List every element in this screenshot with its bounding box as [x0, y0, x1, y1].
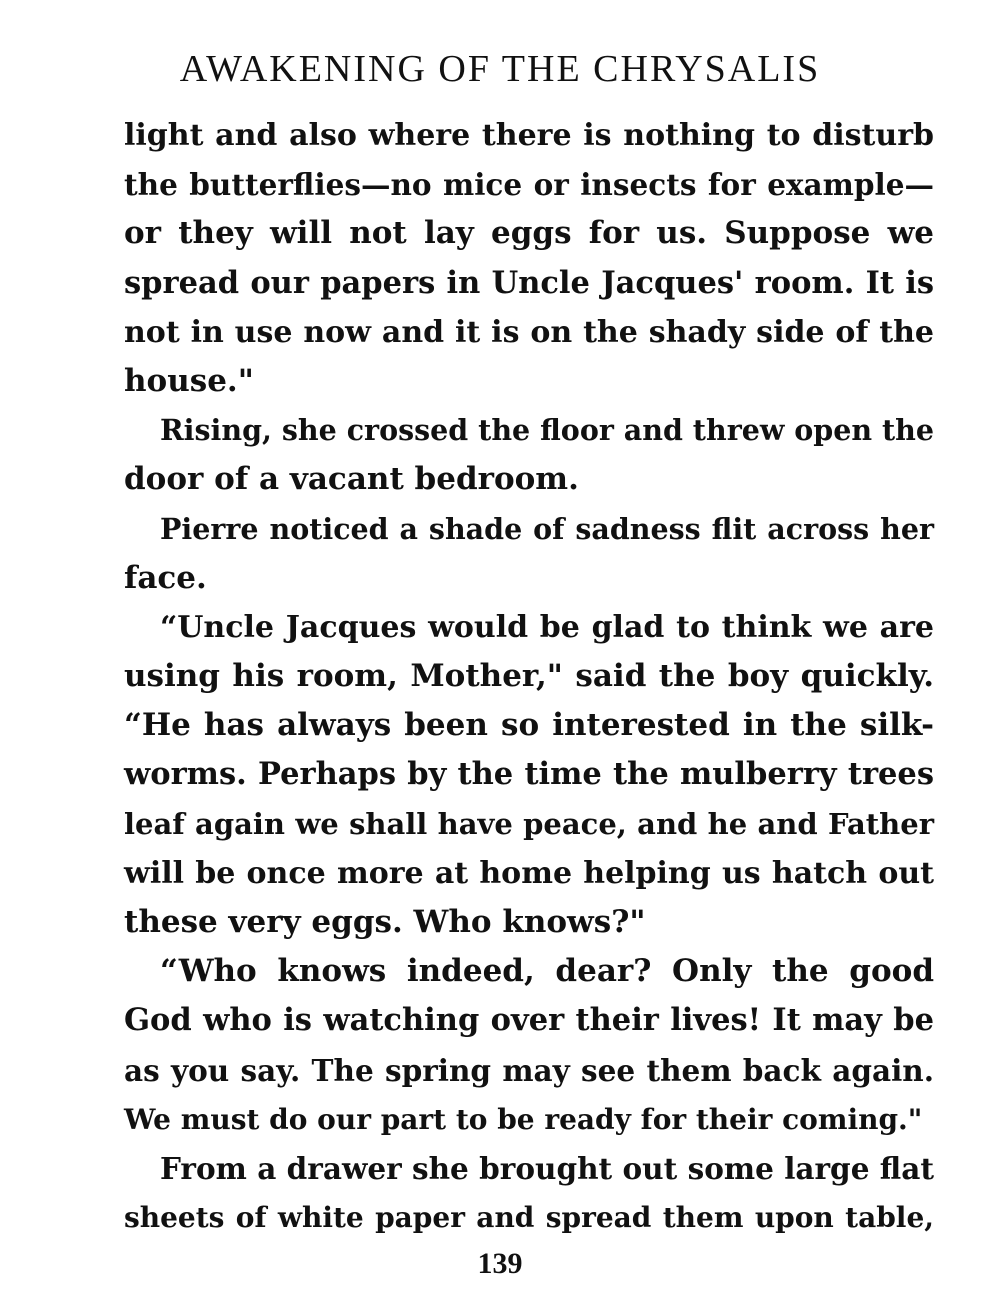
text-line: not in use now and it is on the shady side of the [124, 314, 934, 350]
text-line: will be once more at home helping us hatch out [124, 855, 934, 891]
body-text [124, 111, 934, 1242]
text-line: “Who knows indeed, dear? Only the good [160, 953, 934, 990]
text-line: “He has always been so interested in the silk- [124, 707, 934, 744]
text-line: Rising, she crossed the floor and threw open the [160, 413, 935, 448]
text-line: spread our papers in Uncle Jacques' room. It is [124, 264, 934, 301]
text-line: using his room, Mother," said the boy quickly. [124, 658, 934, 695]
text-line: God who is watching over their lives! It may be [124, 1002, 934, 1039]
text-line: leaf again we shall have peace, and he and Father [124, 806, 934, 841]
running-head: AWAKENING OF THE CHRYSALIS [179, 48, 821, 90]
text-line: door of a vacant bedroom. [124, 461, 579, 498]
text-line: Pierre noticed a shade of sadness flit across her [160, 511, 934, 546]
text-line: We must do our part to be ready for their coming." [124, 1102, 923, 1136]
text-line: face. [124, 559, 207, 596]
text-line: “Uncle Jacques would be glad to think we are [160, 609, 934, 645]
text-line: these very eggs. Who knows?" [124, 904, 646, 940]
text-line: house." [124, 362, 254, 399]
page-number: 139 [477, 1247, 523, 1280]
text-line: or they will not lay eggs for us. Suppose we [124, 215, 934, 252]
text-line: the butterflies—no mice or insects for example— [124, 167, 934, 203]
text-line: as you say. The spring may see them back again. [124, 1052, 934, 1088]
text-line: worms. Perhaps by the time the mulberry trees [124, 756, 934, 793]
text-line: sheets of white paper and spread them upon table, [124, 1201, 934, 1235]
text-line: From a drawer she brought out some large flat [160, 1150, 934, 1186]
text-line: light and also where there is nothing to disturb [124, 118, 934, 153]
